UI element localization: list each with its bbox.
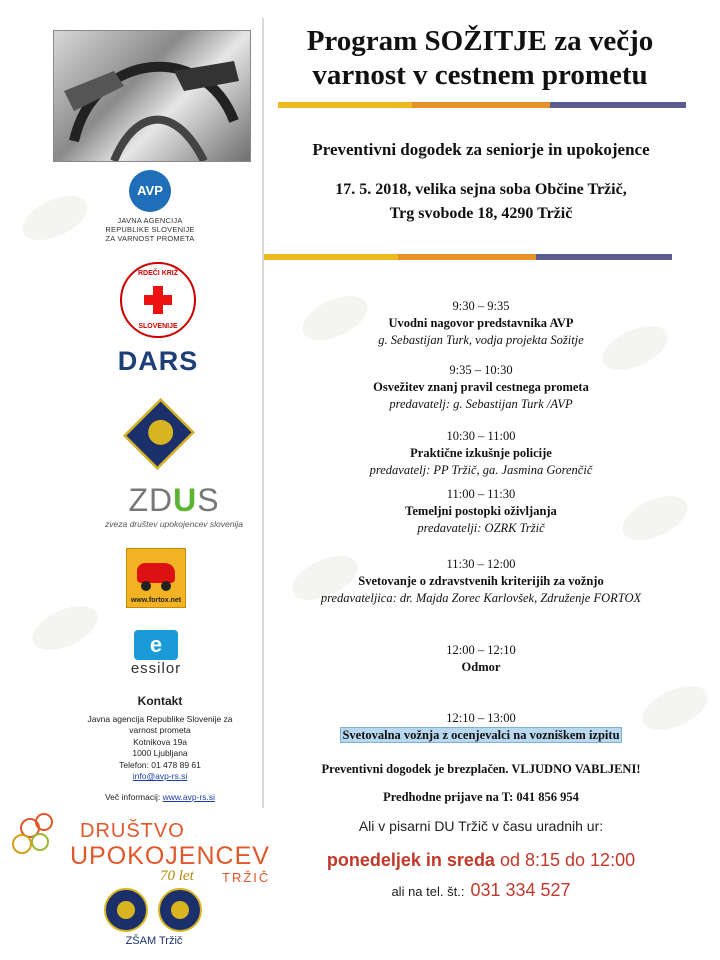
contact-email-link[interactable]: info@avp-rs.si bbox=[132, 771, 188, 781]
contact-heading: Kontakt bbox=[137, 694, 183, 708]
schedule-time: 9:35 – 10:30 bbox=[449, 363, 513, 377]
zdus-wordmark: ZDUS bbox=[128, 482, 220, 518]
essilor-text: essilor bbox=[130, 660, 182, 677]
schedule-time: 11:00 – 11:30 bbox=[446, 487, 516, 501]
photo-illustration bbox=[54, 31, 250, 161]
schedule-title: Odmor bbox=[461, 660, 501, 674]
phone-label: ali na tel. št.: bbox=[391, 884, 465, 899]
free-event-note: Preventivni dogodek je brezplačen. VLJUDNO VABLJENI! bbox=[321, 762, 641, 776]
drustvo-line1: DRUŠTVO bbox=[80, 820, 185, 842]
police-badge bbox=[123, 398, 195, 470]
zdus-subtitle: zveza društev upokojencev slovenija bbox=[105, 519, 243, 529]
essilor-logo bbox=[108, 630, 204, 677]
schedule-title: Temeljni postopki oživljanja bbox=[405, 504, 557, 518]
office-hours-note: Ali v pisarni DU Tržič v času uradnih ur: bbox=[358, 818, 604, 834]
website-link[interactable]: www.avp-rs.si bbox=[162, 791, 216, 802]
contact-city: 1000 Ljubljana bbox=[132, 748, 188, 758]
avp-caption-line: REPUBLIKE SLOVENIJE bbox=[105, 225, 195, 234]
schedule-title-highlighted: Svetovalna vožnja z ocenjevalci na vozniškem izpitu bbox=[342, 728, 620, 742]
zsam-label: ZŠAM Tržič bbox=[125, 935, 183, 947]
schedule-item bbox=[266, 362, 696, 413]
red-cross-emblem bbox=[120, 262, 196, 338]
police-logo bbox=[128, 400, 190, 470]
contact-block bbox=[60, 696, 260, 803]
page-title bbox=[270, 24, 690, 92]
drustvo-years: 70 let bbox=[160, 868, 194, 884]
schedule-title: Svetovanje o zdravstvenih kriterijih za vožnjo bbox=[358, 574, 604, 588]
fortox-emblem bbox=[126, 548, 186, 608]
office-days bbox=[266, 850, 696, 871]
more-info-label: Več informacij: bbox=[104, 791, 161, 802]
phone-number: 031 334 527 bbox=[470, 880, 571, 900]
schedule-title: Osvežitev znanj pravil cestnega prometa bbox=[373, 380, 589, 394]
schedule-item bbox=[266, 642, 696, 676]
contact-street: Kotnikova 19a bbox=[133, 736, 187, 747]
phone-line bbox=[266, 880, 696, 901]
dars-text: DARS bbox=[117, 346, 199, 376]
title-line: varnost v cestnem prometu bbox=[312, 59, 648, 91]
contact-org: Javna agencija Republike Slovenije za bbox=[87, 713, 233, 724]
divider-vertical bbox=[262, 18, 264, 808]
contact-org: varnost prometa bbox=[129, 725, 191, 735]
schedule-lecturer: g. Sebastijan Turk, vodja projekta Sožitje bbox=[378, 333, 584, 347]
schedule-lecturer: predavatelji: OZRK Tržič bbox=[417, 521, 545, 535]
zsam-badges bbox=[104, 888, 204, 932]
schedule-lecturer: predavatelj: PP Tržič, ga. Jasmina Gorenčič bbox=[369, 463, 593, 477]
fortox-logo bbox=[126, 548, 186, 608]
drustvo-upokojencev-logo bbox=[10, 812, 290, 892]
schedule-item bbox=[266, 298, 696, 349]
schedule-lecturer: predavatelj: g. Sebastijan Turk /AVP bbox=[389, 397, 573, 411]
red-cross-bottom-text: SLOVENIJE bbox=[138, 323, 178, 330]
office-days-bold: ponedeljek in sreda bbox=[326, 850, 495, 870]
schedule-time: 12:00 – 12:10 bbox=[446, 643, 516, 657]
header-photo bbox=[53, 30, 251, 162]
contact-phone: Telefon: 01 478 89 61 bbox=[119, 759, 201, 770]
avp-caption-line: JAVNA AGENCIJA bbox=[117, 216, 183, 225]
red-cross-top-text: RDEČI KRIŽ bbox=[137, 270, 179, 277]
schedule-item bbox=[266, 486, 696, 537]
drustvo-line2: UPOKOJENCEV bbox=[70, 842, 270, 870]
section-rule bbox=[264, 254, 672, 260]
schedule-title: Uvodni nagovor predstavnika AVP bbox=[388, 316, 574, 330]
subtitle: Preventivni dogodek za seniorje in upokojence bbox=[312, 140, 650, 159]
dars-logo bbox=[108, 346, 208, 377]
office-days-time: od 8:15 do 12:00 bbox=[499, 850, 636, 870]
title-line: Program SOŽITJE za večjo bbox=[306, 25, 654, 57]
schedule-item bbox=[266, 710, 696, 744]
avp-caption-line: ZA VARNOST PROMETA bbox=[105, 234, 195, 243]
date-line: 17. 5. 2018, velika sejna soba Občine Tržič, bbox=[335, 181, 627, 198]
schedule-time: 11:30 – 12:00 bbox=[446, 557, 516, 571]
schedule-time: 10:30 – 11:00 bbox=[446, 429, 516, 443]
schedule-title: Praktične izkušnje policije bbox=[410, 446, 552, 460]
avp-caption bbox=[100, 216, 200, 243]
flower-icon bbox=[10, 812, 66, 868]
eye-icon: e bbox=[134, 630, 178, 660]
red-cross-logo bbox=[118, 262, 198, 338]
zdus-logo bbox=[88, 482, 260, 529]
sidebar-logos bbox=[0, 0, 271, 960]
schedule-lecturer: predavateljica: dr. Majda Zorec Karlovšek, Združenje FORTOX bbox=[320, 591, 642, 605]
zsam-badge bbox=[158, 888, 202, 932]
title-rule bbox=[278, 102, 686, 108]
fortox-url: www.fortox.net bbox=[130, 597, 182, 604]
schedule-item bbox=[266, 556, 696, 607]
drustvo-line3: TRŽIČ bbox=[222, 870, 271, 885]
preregistration-note: Predhodne prijave na T: 041 856 954 bbox=[383, 790, 579, 804]
schedule-item bbox=[266, 428, 696, 479]
date-location bbox=[266, 178, 696, 226]
avp-circle: AVP bbox=[129, 170, 171, 212]
schedule-time: 9:30 – 9:35 bbox=[452, 299, 510, 313]
address-line: Trg svobode 18, 4290 Tržič bbox=[389, 205, 573, 222]
zsam-badge bbox=[104, 888, 148, 932]
avp-logo bbox=[100, 170, 200, 243]
schedule-time: 12:10 – 13:00 bbox=[446, 711, 516, 725]
